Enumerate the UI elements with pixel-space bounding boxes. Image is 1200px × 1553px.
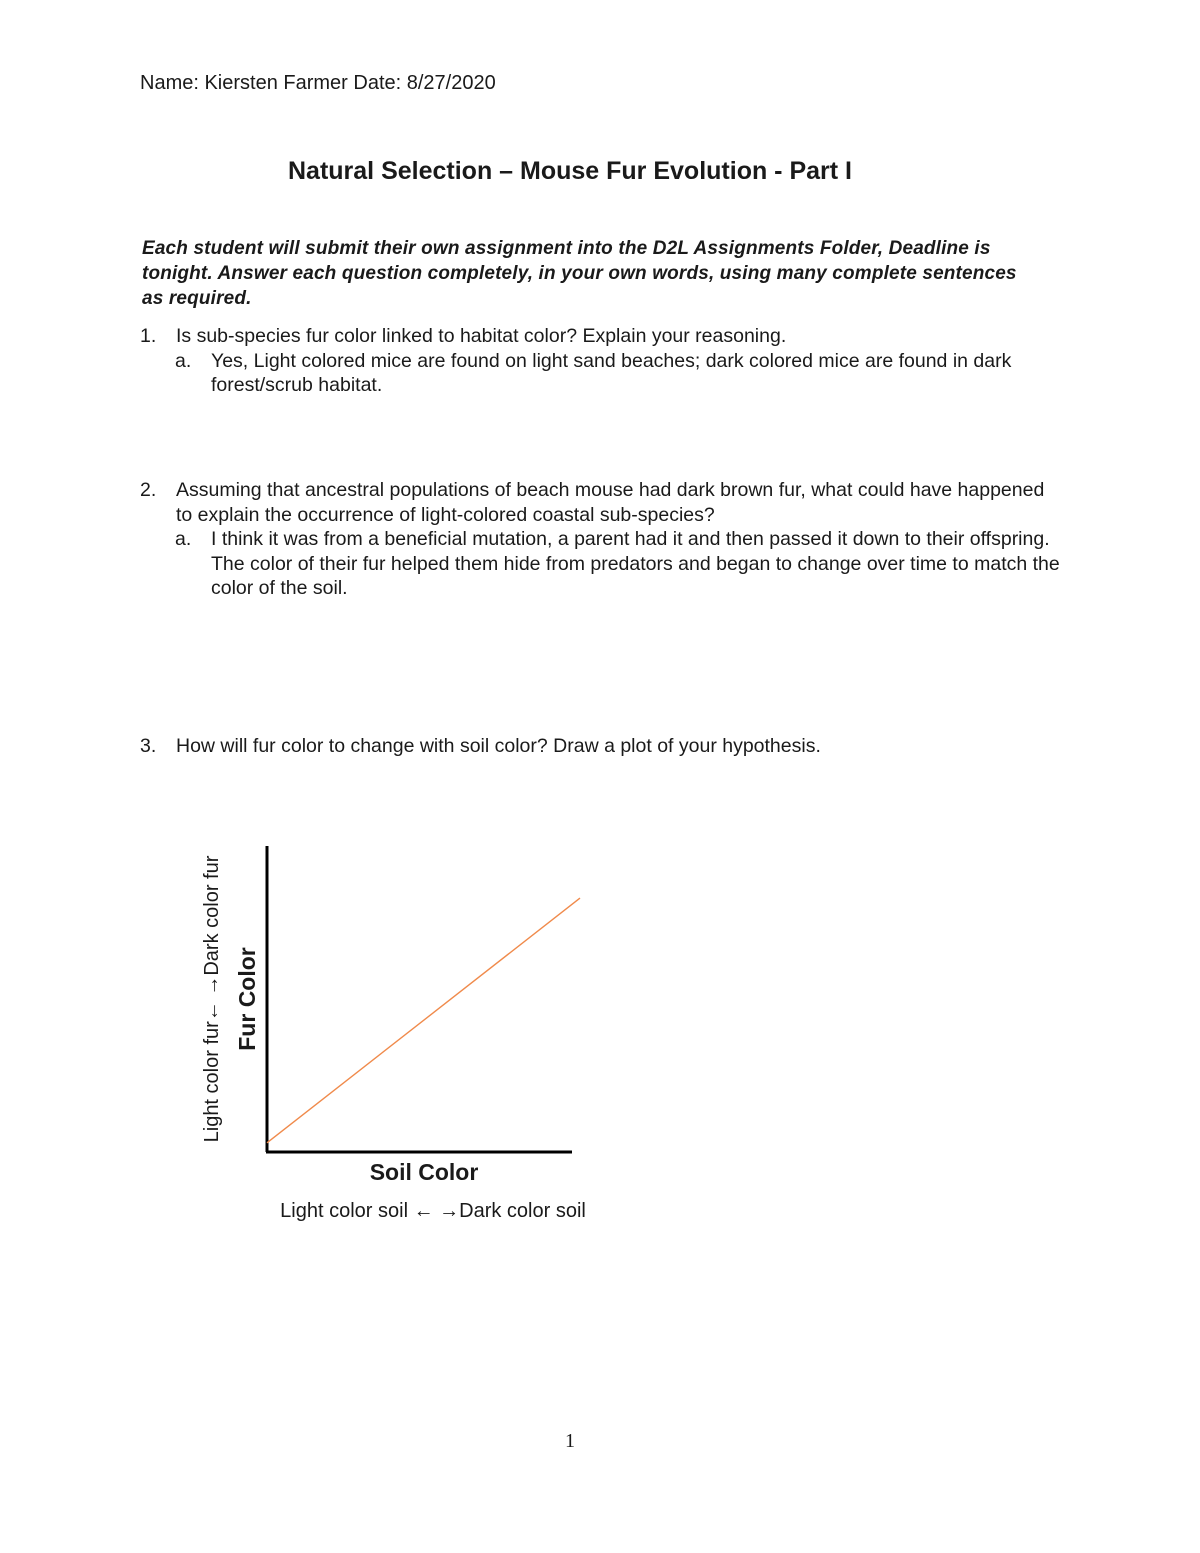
question-2: [140, 478, 1060, 601]
question-1: [140, 324, 1060, 398]
name-date-line: Name: Kiersten Farmer Date: 8/27/2020: [140, 72, 496, 94]
answer-letter: a.: [175, 528, 192, 550]
y-axis-title: Fur Color: [234, 947, 260, 1051]
instructions: Each student will submit their own assignment into the D2L Assignments Folder, Deadline is tonight. Answer each question completely, in your own words, using many complete sentences as required.: [142, 238, 1017, 309]
page-title: Natural Selection – Mouse Fur Evolution - Part I: [288, 157, 852, 185]
question-number: 3.: [140, 735, 157, 757]
x-axis-subtitle: Light color soil ← →Dark color soil: [280, 1200, 586, 1222]
answer-text: I think it was from a beneficial mutation, a parent had it and then passed it down to their offspring. The color of their fur helped them hide from predators and began to change over time to match the color of the soil.: [211, 528, 1060, 599]
answer-letter: a.: [175, 349, 192, 372]
answer-text: Yes, Light colored mice are found on light sand beaches; dark colored mice are found in dark forest/scrub habitat.: [211, 349, 1012, 396]
question-number: 1.: [140, 325, 157, 347]
question-text: Is sub-species fur color linked to habitat color? Explain your reasoning.: [176, 325, 787, 347]
page-number: 1: [565, 1430, 575, 1452]
hypothesis-plot: [180, 810, 640, 1230]
question-number: 2.: [140, 479, 157, 501]
question-3: [140, 734, 1060, 759]
y-axis-subtitle: Light color fur← →Dark color fur: [201, 855, 223, 1143]
answer-2a: [175, 527, 1060, 601]
answer-1a: [175, 349, 1060, 398]
question-text: How will fur color to change with soil color? Draw a plot of your hypothesis.: [176, 735, 821, 757]
x-axis-title: Soil Color: [369, 1159, 479, 1185]
hypothesis-line: [267, 898, 580, 1143]
question-text: Assuming that ancestral populations of beach mouse had dark brown fur, what could have happened to explain the occurrence of light-colored coastal sub-species?: [176, 479, 1045, 526]
